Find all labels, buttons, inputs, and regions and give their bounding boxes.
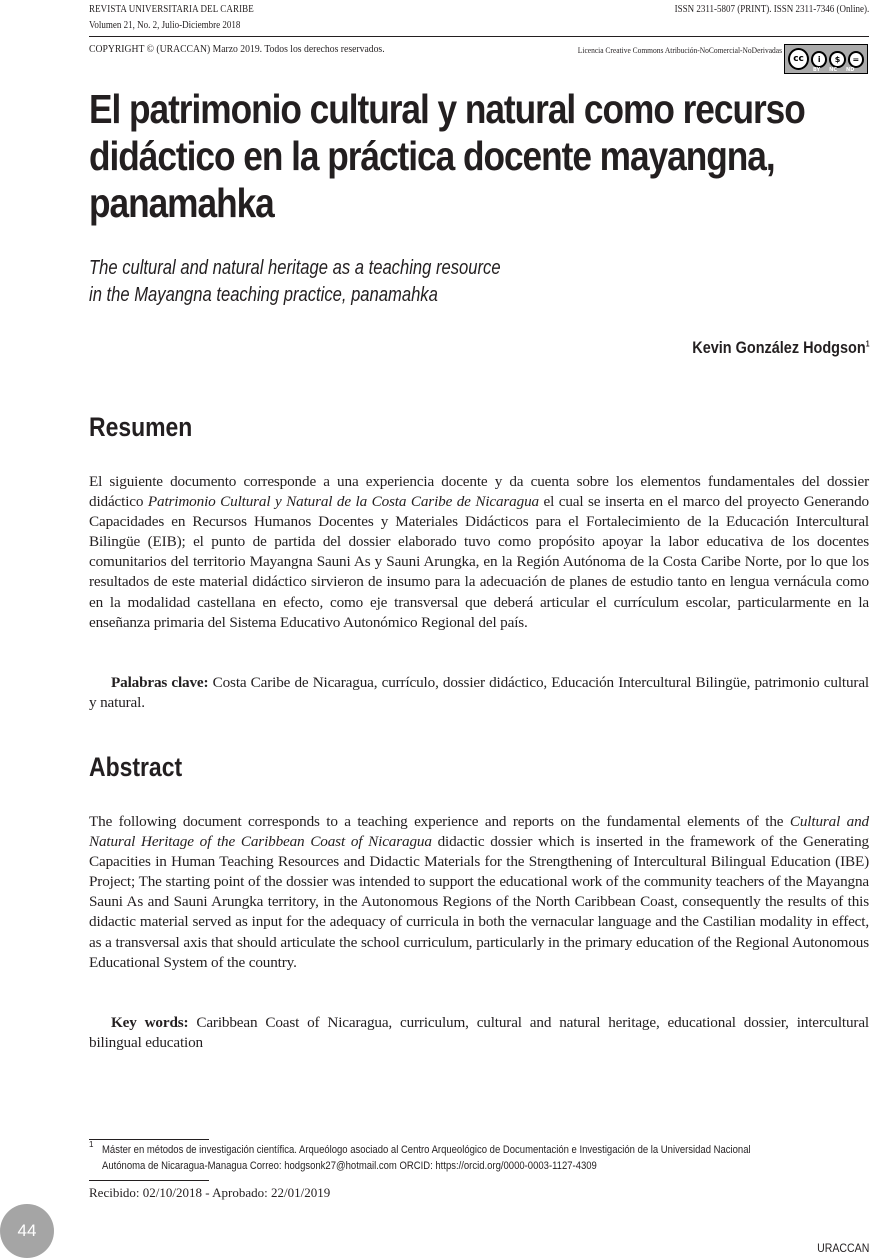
subtitle-line-2: in the Mayangna teaching practice, panamahka [89,284,438,306]
nc-icon: $ [829,51,845,68]
abstract-text-b: didactic dossier which is inserted in the framework of the Generating Capacities in Human Teaching Resources and Didactic Materials for the Strengthening of Intercultural Bilingual Education (IBE) Project; The starting point of the dossier was intended to support the educational work of the community teachers of the Mayangna Sauni As and Sauni Arungka territory, in the Autonomous Regions of the North Caribbean Coast, consequently the results of this didactic material served as input for the adequacy of curricula in both the vernacular language and the Castilian modality in effect, as a transversal axis that should articulate the school curriculum, particularly in the primary education of the Regional Autonomous Educational System of the country. [89,833,869,971]
footnote-divider [89,1139,209,1140]
cc-label-nd: ND [846,67,855,73]
author-footnote-ref: 1 [865,339,869,349]
resumen-text-italic: Patrimonio Cultural y Natural de la Costa Caribe de Nicaragua [147,493,539,511]
keywords-text: Costa Caribe de Nicaragua, currículo, dossier didáctico, Educación Intercultural Bilingüe, patrimonio cultural y natural. [89,674,869,712]
cc-badge-labels [813,67,854,73]
journal-name: REVISTA UNIVERSITARIA DEL CARIBE [89,4,254,15]
footnote-line-2: Autónoma de Nicaragua-Managua Correo: hodgsonk27@hotmail.com ORCID: https://orcid.org/0000-0003-1127-4309 [102,1159,597,1172]
author-name [692,338,869,358]
footer-brand: URACCAN [816,1241,869,1255]
cc-label-nc: NC [829,67,838,73]
resumen-paragraph [89,472,869,633]
author-text: Kevin González Hodgson [691,338,866,357]
footnote-line-1: Máster en métodos de investigación científica. Arqueólogo asociado al Centro Arqueológico de Documentación e Investigación de la Universidad Nacional [102,1144,751,1156]
footnote-number: 1 [89,1140,94,1149]
subtitle-line-1: The cultural and natural heritage as a teaching resource [89,257,501,279]
issn: ISSN 2311-5807 (PRINT). ISSN 2311-7346 (Online). [674,4,869,15]
header-divider [89,36,869,37]
footnote [102,1143,797,1174]
article-title: El patrimonio cultural y natural como recurso didáctico en la práctica docente mayangna, panamahka [89,86,805,226]
key-words-label: Key words: [111,1014,189,1031]
cc-icon: cc [788,48,809,70]
nd-icon: = [848,51,864,68]
resumen-text-a: El siguiente documento corresponde a una experiencia docente y da cuenta sobre los elementos fundamentales del dossier didáctico [89,473,869,511]
license-text: Licencia Creative Commons Atribución-NoComercial-NoDerivadas [577,45,782,55]
resumen-heading: Resumen [89,412,193,442]
journal-volume: Volumen 21, No. 2, Julio-Diciembre 2018 [89,20,241,31]
key-words-text: Caribbean Coast of Nicaragua, curriculum, cultural and natural heritage, educational dossier, intercultural bilingual education [89,1014,869,1052]
abstract-heading: Abstract [89,752,183,782]
page-number: 44 [0,1204,54,1258]
creative-commons-icon [784,44,868,74]
by-icon: i [811,51,827,68]
cc-label-by: BY [813,67,821,73]
abstract-text-a: The following document corresponds to a teaching experience and reports on the fundamental elements of the [89,813,790,830]
resumen-text-b: el cual se inserta en el marco del proyecto Generando Capacidades en Recursos Humanos Docentes y Materiales Didácticos para el Fortalecimiento de la Educación Intercultural Bilingüe (EIB); el punto de partida del dossier elaborado tuvo como propósito apoyar la labor educativa de los docentes comunitarios del territorio Mayangna Sauni As y Sauni Arungka, en la Región Autónoma de la Costa Caribe Norte, por lo que los resultados de este material didáctico sirvieron de insumo para la adecuación de planes de estudio tanto en lengua vernácula como en la modalidad castellana en efecto, como eje transversal que deberá articular el currículum escolar, particularmente en la enseñanza primaria del Sistema Educativo Autonómico Regional del país. [89,493,869,631]
resumen-keywords [89,673,869,713]
abstract-paragraph [89,812,869,973]
received-dates: Recibido: 02/10/2018 - Aprobado: 22/01/2019 [89,1185,331,1200]
copyright-notice: COPYRIGHT © (URACCAN) Marzo 2019. Todos los derechos reservados. [89,43,385,55]
abstract-text-italic: Cultural and Natural Heritage of the Caribbean Coast of Nicaragua [89,813,869,851]
received-divider [89,1180,209,1181]
article-subtitle [89,255,587,309]
abstract-keywords [89,1013,869,1053]
keywords-label: Palabras clave: [111,674,209,691]
